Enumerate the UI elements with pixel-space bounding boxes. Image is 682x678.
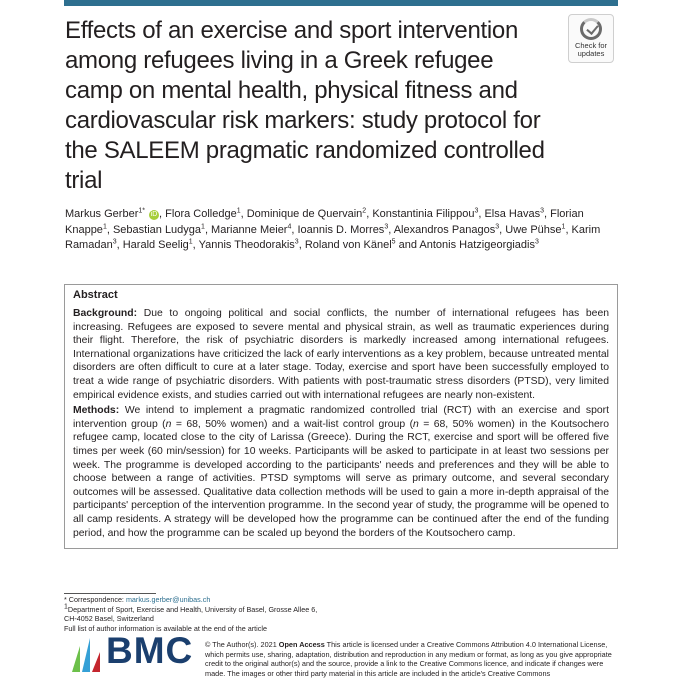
author-name: , Florian Knappe <box>65 208 584 236</box>
author-affiliation: 4 <box>287 222 292 230</box>
author-name: , Dominique de Quervain <box>240 208 363 220</box>
license-prefix: © The Author(s). 2021 <box>205 640 279 649</box>
full-author-info-note: Full list of author information is available at the end of the article <box>64 623 267 633</box>
author-affiliation: 1 <box>102 222 107 230</box>
affiliation-text: Department of Sport, Exercise and Health, University of Basel, Grosse Allee 6, <box>67 604 318 614</box>
article-title: Effects of an exercise and sport intervention among refugees living in a Greek refugee camp on mental health, physical fitness and cardiovascular risk markers: study protocol for the SALEEM pragmatic randomized controlled trial <box>65 17 545 194</box>
author-affiliation: 3 <box>294 238 299 246</box>
author-name: Markus Gerber <box>65 208 139 220</box>
author-name: , Sebastian Ludyga <box>106 223 202 236</box>
background-text: Due to ongoing political and social conflicts, the number of international refugees has been increasing. Refugees are exposed to severe mental and physical strain, as well as traumatic experiences during their flight. Therefore, the risk of psychiatric disorders is markedly increased among international refugees. International organizations have criticized the lack of early interventions as a key problem, because untreated mental disorders are often difficult to cure at a later stage. Today, exercise and sport have been successfully employed to treat a wide range of psychiatric disorders. With patients with post-traumatic stress disorders (PTSD), very limited empirical evidence exists, and studies carried out with international refugees are nearly non-existent. <box>73 308 609 401</box>
author-name: , Harald Seelig <box>116 239 189 252</box>
bmc-logo-mark-icon <box>72 636 100 672</box>
author-affiliation: 5 <box>391 238 396 246</box>
bmc-logo[interactable] <box>72 630 202 674</box>
footnote-divider <box>64 593 156 594</box>
author-name: , Flora Colledge <box>159 208 237 220</box>
author-list <box>65 207 615 254</box>
author-affiliation: 1 <box>236 207 241 215</box>
author-affiliation: 1 <box>188 238 193 246</box>
abstract-background <box>73 307 609 402</box>
author-name: , Marianne Meier <box>204 223 288 236</box>
affiliation-line-1 <box>64 605 364 615</box>
methods-label: Methods: <box>73 405 120 417</box>
author-name: , Karim Ramadan <box>65 223 601 252</box>
author-affiliation: 3 <box>495 222 500 230</box>
orcid-icon[interactable]: iD <box>150 211 158 218</box>
badge-line-1: Check for <box>574 41 608 50</box>
author-name: , Ioannis D. Morres <box>291 223 385 236</box>
author-affiliation: 3 <box>112 238 117 246</box>
correspondence-email-link[interactable]: markus.gerber@unibas.ch <box>125 595 211 604</box>
author-name: , Alexandros Panagos <box>388 223 496 236</box>
methods-text-1: We intend to implement a pragmatic randomized controlled trial (RCT) with an exercise and sport intervention group ( <box>73 405 609 430</box>
author-affiliation: 1 <box>201 222 205 230</box>
badge-line-2: updates <box>577 49 605 58</box>
author-name: , Roland von Känel <box>298 239 392 252</box>
journal-header-bar <box>64 0 618 6</box>
correspondence <box>64 595 364 605</box>
sample-size-symbol: n <box>413 418 419 430</box>
author-name: , Uwe Pühse <box>499 223 562 236</box>
author-affiliation: 3 <box>540 207 544 215</box>
open-access-label: Open Access <box>278 640 325 649</box>
check-for-updates-badge[interactable] <box>568 14 614 63</box>
author-affiliation: 2 <box>362 207 367 215</box>
abstract-heading: Abstract <box>73 289 118 301</box>
author-name: and Antonis Hatzigeorgiadis <box>395 239 535 252</box>
author-affiliation: 3 <box>535 238 539 246</box>
check-updates-icon <box>580 18 602 40</box>
author-affiliation: 3 <box>384 222 389 230</box>
author-name: , Yannis Theodorakis <box>192 239 295 252</box>
author-affiliation: 1 <box>561 222 566 230</box>
license-notice <box>205 640 617 678</box>
author-affiliation: 1* <box>138 207 145 215</box>
methods-text-3: = 68, 50% women) in the Koutsochero refugee camp, located close to the city of Larissa (Greece). During the RCT, exercise and sport will be offered five times per week (60 min/session) for 10 weeks. Participants will be asked to participate in at least two sessions per week. The programme is developed according to the participants' needs and preferences and they will be able to choose between a range of activities. PTSD symptoms will serve as primary outcome, and several secondary outcomes will be assessed. Qualitative data collection methods will be used to gain a more in-depth appraisal of the participants' perception of the intervention programme. In the second year of study, the programme will be opened to all camp residents. A strategy will be developed how the programme can be continued after the end of the funding period, and how the programme can be scaled up beyond the borders of the Koutsochero camp. <box>73 418 610 539</box>
footnotes <box>64 595 364 633</box>
methods-text-2: = 68, 50% women) and a wait-list control group ( <box>171 418 414 430</box>
license-text: This article is licensed under a Creative Commons Attribution 4.0 International License, which permits use, sharing, adaptation, distribution and reproduction in any medium or format, as long as you give appropriate credit to the original author(s) and the source, provide a link to the Creative Commons licence, and indicate if changes were made. The images or other third party material in this article are included in the article's Creative Commons <box>205 640 612 678</box>
bmc-logo-text: BMC <box>106 630 194 671</box>
author-name: , Konstantinia Filippou <box>366 208 475 220</box>
sample-size-symbol: n <box>165 418 172 430</box>
author-affiliation: 3 <box>474 207 479 215</box>
abstract-box <box>64 284 618 549</box>
affiliation-number: 1 <box>64 603 68 611</box>
background-label: Background: <box>73 308 138 319</box>
affiliation-line-2: CH-4052 Basel, Switzerland <box>64 614 154 624</box>
author-name: , Elsa Havas <box>478 208 541 220</box>
abstract-methods <box>73 404 609 540</box>
correspondence-label: * Correspondence: <box>64 595 126 604</box>
